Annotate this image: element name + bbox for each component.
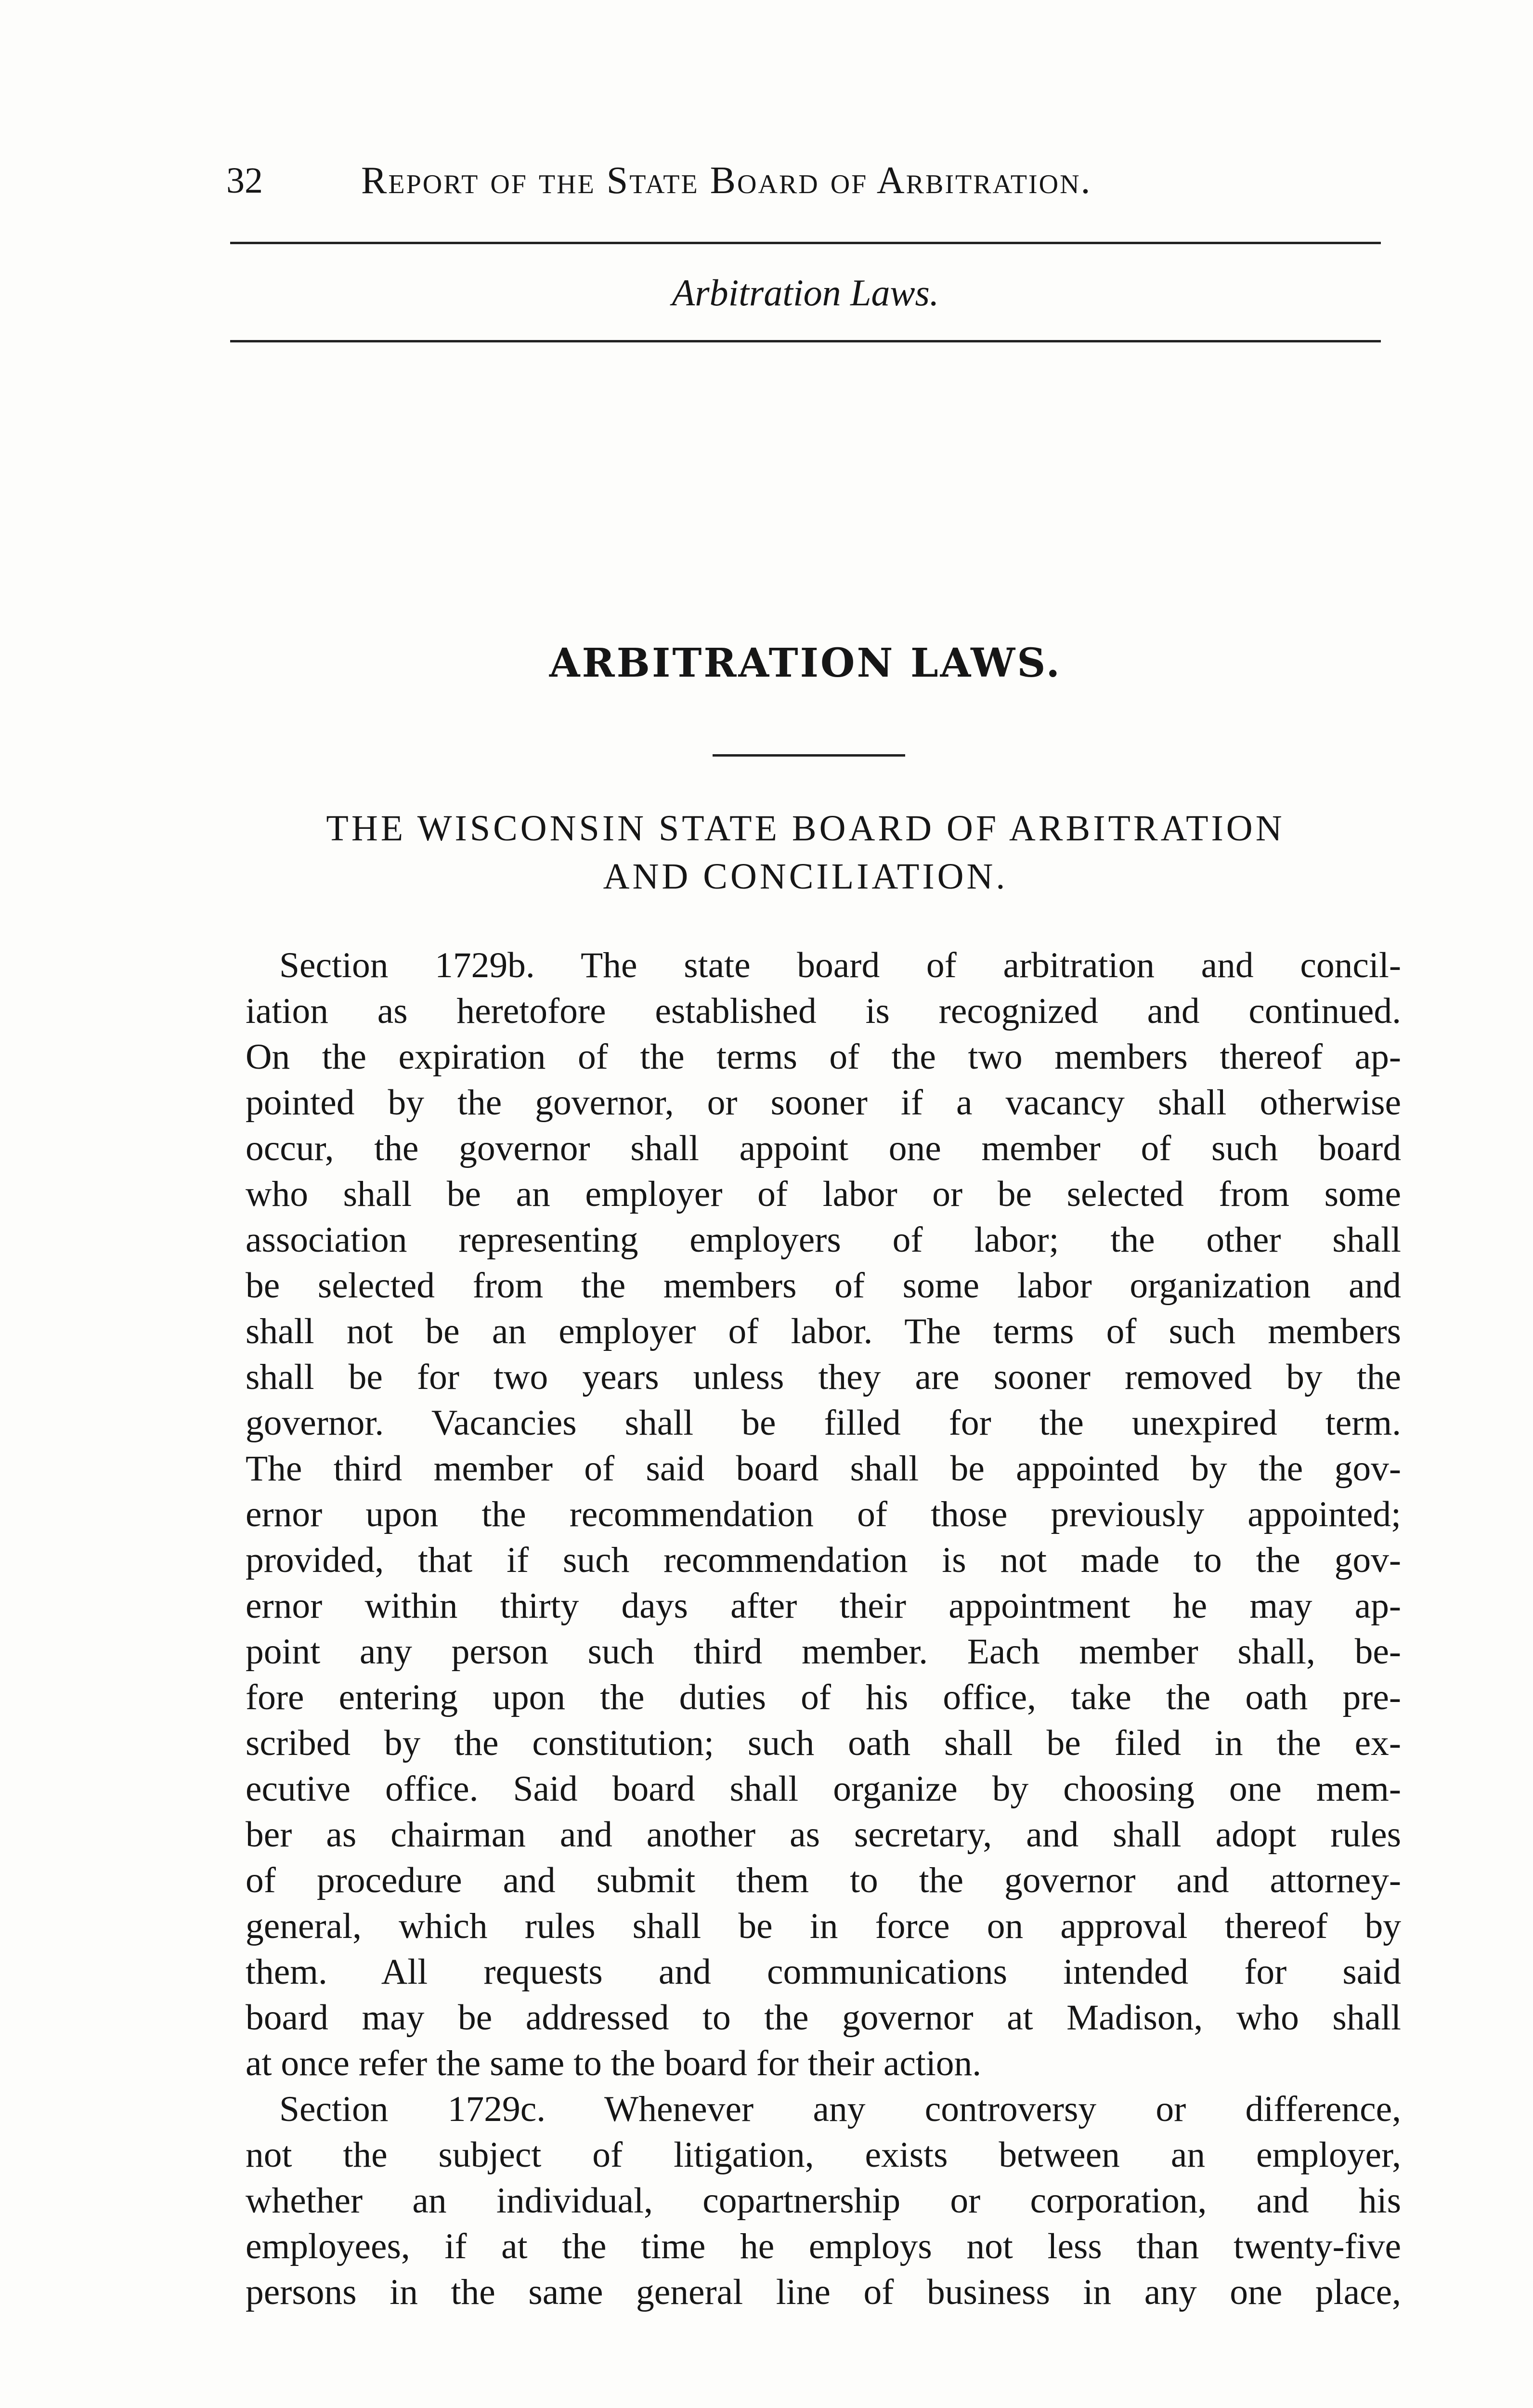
page-number: 32 bbox=[226, 160, 263, 201]
text-line: iation as heretofore established is recognized and continued. bbox=[246, 991, 1401, 1031]
section-heading: Arbitration Laws. bbox=[672, 272, 939, 314]
text-line: of procedure and submit them to the governor and attorney- bbox=[246, 1860, 1401, 1900]
text-line: be selected from the members of some labor organization and bbox=[246, 1266, 1401, 1306]
body-text bbox=[246, 942, 1401, 2315]
text-line: whether an individual, copartnership or corporation, and his bbox=[246, 2181, 1401, 2221]
text-line: board may be addressed to the governor at Madison, who shall bbox=[246, 1998, 1401, 2038]
text-line: them. All requests and communications intended for said bbox=[246, 1952, 1401, 1992]
text-line: shall not be an employer of labor. The terms of such members bbox=[246, 1311, 1401, 1351]
text-line: Section 1729b. The state board of arbitration and concil- bbox=[279, 945, 1401, 985]
header-rule-bottom bbox=[230, 340, 1381, 342]
text-line: The third member of said board shall be appointed by the gov- bbox=[246, 1449, 1401, 1489]
subtitle bbox=[230, 804, 1381, 901]
title-divider bbox=[713, 754, 905, 757]
text-line: who shall be an employer of labor or be selected from some bbox=[246, 1174, 1401, 1214]
text-line: ernor upon the recommendation of those previously appointed; bbox=[246, 1494, 1401, 1534]
text-line: shall be for two years unless they are sooner removed by the bbox=[246, 1357, 1401, 1397]
running-title: Report of the State Board of Arbitration. bbox=[361, 159, 1092, 202]
main-title: ARBITRATION LAWS. bbox=[549, 640, 1062, 686]
text-line: ernor within thirty days after their appointment he may ap- bbox=[246, 1586, 1401, 1626]
text-line: employees, if at the time he employs not less than twenty-five bbox=[246, 2226, 1401, 2266]
text-line: On the expiration of the terms of the two members thereof ap- bbox=[246, 1037, 1401, 1077]
text-line: Section 1729c. Whenever any controversy or difference, bbox=[279, 2089, 1401, 2129]
text-line: governor. Vacancies shall be filled for the unexpired term. bbox=[246, 1403, 1401, 1443]
text-line: ecutive office. Said board shall organize by choosing one mem- bbox=[246, 1769, 1401, 1809]
text-line: general, which rules shall be in force on approval thereof by bbox=[246, 1906, 1401, 1946]
text-line: point any person such third member. Each member shall, be- bbox=[246, 1632, 1401, 1672]
running-head bbox=[226, 154, 1382, 207]
text-line: pointed by the governor, or sooner if a vacancy shall otherwise bbox=[246, 1083, 1401, 1123]
header-rule-top bbox=[230, 242, 1381, 244]
text-line: provided, that if such recommendation is not made to the gov- bbox=[246, 1540, 1401, 1580]
text-line: not the subject of litigation, exists between an employer, bbox=[246, 2135, 1401, 2175]
text-line: occur, the governor shall appoint one member of such board bbox=[246, 1128, 1401, 1168]
text-line: fore entering upon the duties of his office, take the oath pre- bbox=[246, 1677, 1401, 1717]
text-line: ber as chairman and another as secretary, and shall adopt rules bbox=[246, 1815, 1401, 1855]
text-line: association representing employers of labor; the other shall bbox=[246, 1220, 1401, 1260]
text-line: scribed by the constitution; such oath shall be filed in the ex- bbox=[246, 1723, 1401, 1763]
text-line: persons in the same general line of business in any one place, bbox=[246, 2272, 1401, 2312]
text-line: at once refer the same to the board for their action. bbox=[246, 2043, 982, 2083]
subtitle-line: AND CONCILIATION. bbox=[603, 856, 1008, 897]
subtitle-line: THE WISCONSIN STATE BOARD OF ARBITRATION bbox=[326, 808, 1285, 849]
